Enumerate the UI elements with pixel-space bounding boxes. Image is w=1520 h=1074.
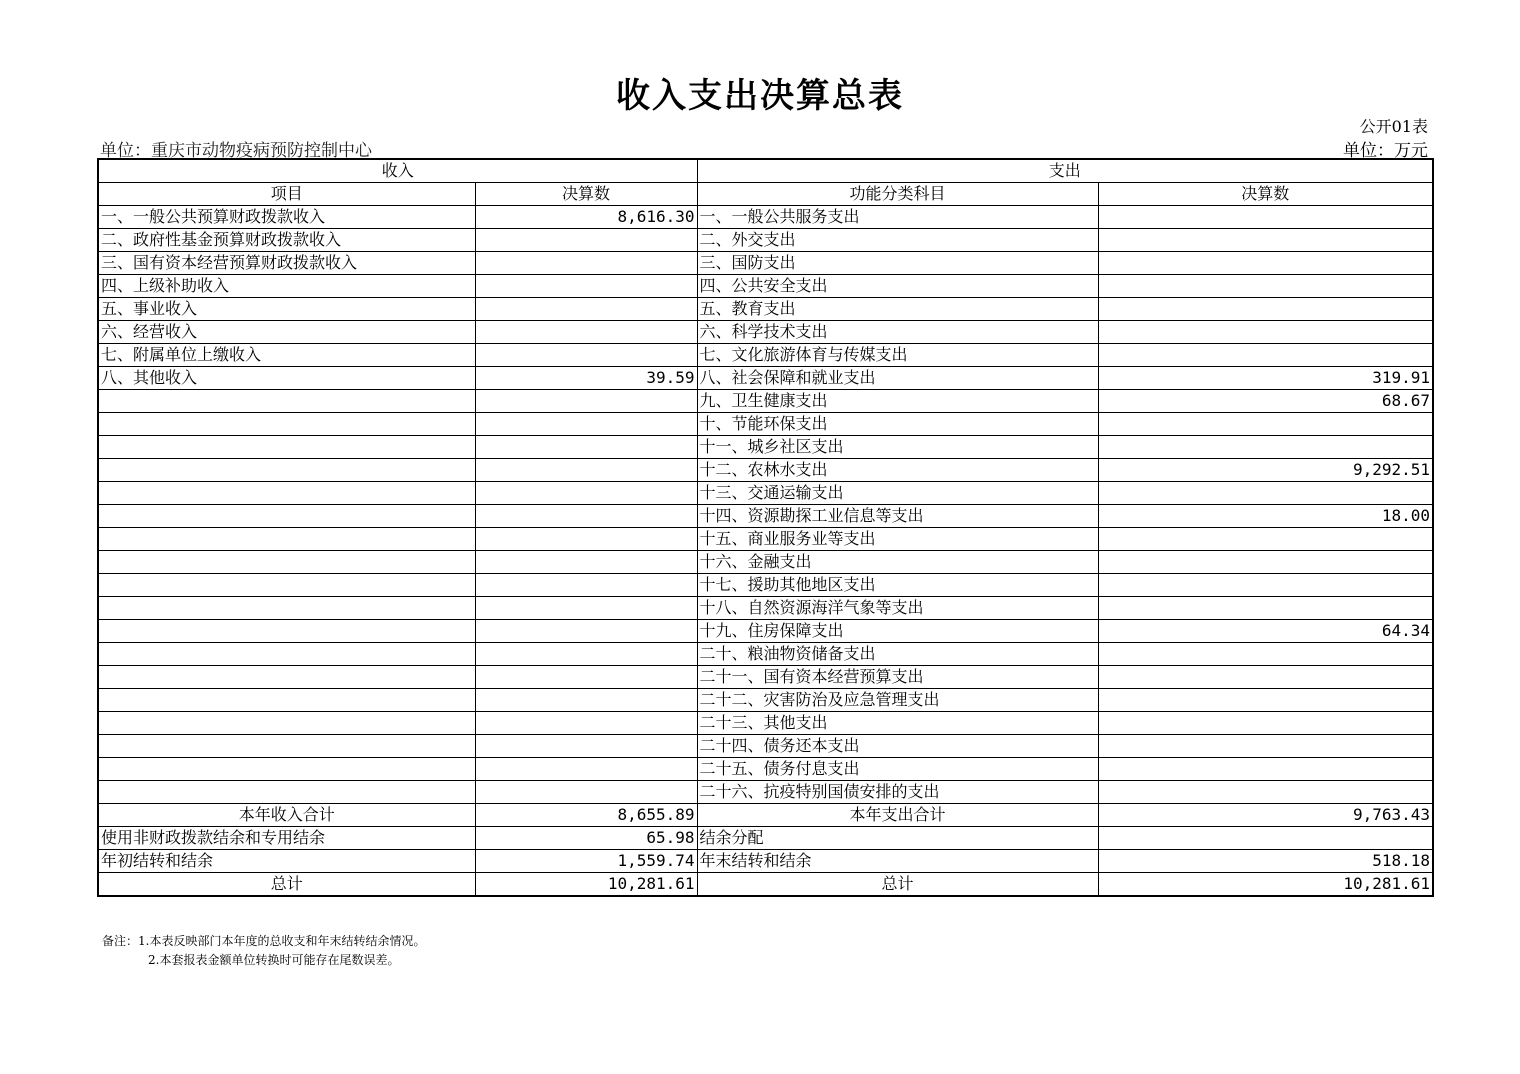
income-item <box>98 758 475 781</box>
income-amount <box>475 758 697 781</box>
income-amount <box>475 620 697 643</box>
income-amount <box>475 321 697 344</box>
table-row <box>98 436 1433 459</box>
income-amount <box>475 482 697 505</box>
table-row <box>98 321 1433 344</box>
table-row <box>98 344 1433 367</box>
table-row <box>98 735 1433 758</box>
expense-amount <box>1098 735 1433 758</box>
table-row <box>98 482 1433 505</box>
table-row <box>98 390 1433 413</box>
expense-amount: 68.67 <box>1098 390 1433 413</box>
income-item <box>98 413 475 436</box>
income-amount <box>475 275 697 298</box>
expense-amount <box>1098 689 1433 712</box>
func-item-header: 功能分类科目 <box>697 183 1098 206</box>
income-item <box>98 551 475 574</box>
income-amount <box>475 689 697 712</box>
expense-amount <box>1098 666 1433 689</box>
table-row <box>98 758 1433 781</box>
expense-amount: 319.91 <box>1098 367 1433 390</box>
income-amount: 8,616.30 <box>475 206 697 229</box>
note-line-2: 2.本套报表金额单位转换时可能存在尾数误差。 <box>148 953 400 967</box>
header-row-columns <box>98 183 1433 206</box>
income-item <box>98 436 475 459</box>
expense-amount <box>1098 252 1433 275</box>
expense-item: 二十三、其他支出 <box>697 712 1098 735</box>
expense-item: 十、节能环保支出 <box>697 413 1098 436</box>
unit-measure: 单位：万元 <box>1343 141 1428 161</box>
income-amount <box>475 413 697 436</box>
table-row <box>98 666 1433 689</box>
table-row <box>98 505 1433 528</box>
table-row <box>98 781 1433 804</box>
expense-item: 三、国防支出 <box>697 252 1098 275</box>
expense-item: 十四、资源勘探工业信息等支出 <box>697 505 1098 528</box>
expense-item: 本年支出合计 <box>697 804 1098 827</box>
expense-amount <box>1098 827 1433 850</box>
income-item: 总计 <box>98 873 475 897</box>
table-row <box>98 528 1433 551</box>
amount2-header: 决算数 <box>1098 183 1433 206</box>
income-item: 使用非财政拨款结余和专用结余 <box>98 827 475 850</box>
income-item: 八、其他收入 <box>98 367 475 390</box>
table-row <box>98 643 1433 666</box>
expense-item: 十二、农林水支出 <box>697 459 1098 482</box>
expense-amount <box>1098 229 1433 252</box>
income-amount: 65.98 <box>475 827 697 850</box>
summary-row <box>98 827 1433 850</box>
expense-item: 五、教育支出 <box>697 298 1098 321</box>
income-amount <box>475 229 697 252</box>
income-amount: 39.59 <box>475 367 697 390</box>
expense-item: 年末结转和结余 <box>697 850 1098 873</box>
table-row <box>98 689 1433 712</box>
expense-item: 二十一、国有资本经营预算支出 <box>697 666 1098 689</box>
income-item <box>98 597 475 620</box>
income-amount <box>475 505 697 528</box>
expense-amount <box>1098 528 1433 551</box>
expense-item: 一、一般公共服务支出 <box>697 206 1098 229</box>
expense-amount <box>1098 206 1433 229</box>
expense-amount <box>1098 712 1433 735</box>
header-row-group <box>98 159 1433 183</box>
income-amount <box>475 528 697 551</box>
income-item <box>98 643 475 666</box>
income-item <box>98 781 475 804</box>
income-amount <box>475 574 697 597</box>
income-item <box>98 620 475 643</box>
income-amount <box>475 459 697 482</box>
table-row <box>98 574 1433 597</box>
income-amount <box>475 390 697 413</box>
income-amount <box>475 643 697 666</box>
table-row <box>98 459 1433 482</box>
expense-item: 八、社会保障和就业支出 <box>697 367 1098 390</box>
expense-item: 九、卫生健康支出 <box>697 390 1098 413</box>
income-item: 一、一般公共预算财政拨款收入 <box>98 206 475 229</box>
expense-amount <box>1098 597 1433 620</box>
expense-amount <box>1098 551 1433 574</box>
notes <box>102 932 425 970</box>
expense-item: 二十、粮油物资储备支出 <box>697 643 1098 666</box>
summary-row <box>98 850 1433 873</box>
item-header: 项目 <box>98 183 475 206</box>
table-row <box>98 367 1433 390</box>
expense-item: 十三、交通运输支出 <box>697 482 1098 505</box>
income-item <box>98 390 475 413</box>
expense-header: 支出 <box>697 159 1433 183</box>
income-item <box>98 574 475 597</box>
form-number: 公开01表 <box>1359 117 1428 136</box>
income-amount <box>475 298 697 321</box>
income-amount <box>475 712 697 735</box>
expense-amount <box>1098 482 1433 505</box>
income-amount: 1,559.74 <box>475 850 697 873</box>
expense-amount: 64.34 <box>1098 620 1433 643</box>
income-amount: 10,281.61 <box>475 873 697 897</box>
expense-item: 十六、金融支出 <box>697 551 1098 574</box>
expense-amount <box>1098 781 1433 804</box>
expense-item: 总计 <box>697 873 1098 897</box>
summary-row <box>98 873 1433 897</box>
table-row <box>98 206 1433 229</box>
page-title: 收入支出决算总表 <box>616 76 904 116</box>
income-item: 四、上级补助收入 <box>98 275 475 298</box>
summary-row <box>98 804 1433 827</box>
expense-amount <box>1098 321 1433 344</box>
income-amount <box>475 436 697 459</box>
budget-table <box>97 158 1434 897</box>
income-item: 五、事业收入 <box>98 298 475 321</box>
income-amount <box>475 344 697 367</box>
expense-item: 六、科学技术支出 <box>697 321 1098 344</box>
income-item: 本年收入合计 <box>98 804 475 827</box>
note-line-1: 备注：1.本表反映部门本年度的总收支和年末结转结余情况。 <box>102 934 426 948</box>
expense-item: 十八、自然资源海洋气象等支出 <box>697 597 1098 620</box>
table-row <box>98 252 1433 275</box>
table-row <box>98 551 1433 574</box>
income-item <box>98 712 475 735</box>
income-item: 六、经营收入 <box>98 321 475 344</box>
income-item: 三、国有资本经营预算财政拨款收入 <box>98 252 475 275</box>
expense-amount <box>1098 758 1433 781</box>
expense-item: 二、外交支出 <box>697 229 1098 252</box>
expense-item: 四、公共安全支出 <box>697 275 1098 298</box>
income-item <box>98 666 475 689</box>
income-item <box>98 505 475 528</box>
expense-amount <box>1098 344 1433 367</box>
expense-amount <box>1098 275 1433 298</box>
expense-amount <box>1098 643 1433 666</box>
income-amount <box>475 666 697 689</box>
expense-item: 十五、商业服务业等支出 <box>697 528 1098 551</box>
expense-item: 十七、援助其他地区支出 <box>697 574 1098 597</box>
expense-item: 二十六、抗疫特别国债安排的支出 <box>697 781 1098 804</box>
expense-amount: 9,763.43 <box>1098 804 1433 827</box>
income-item <box>98 689 475 712</box>
table-row <box>98 275 1433 298</box>
income-amount <box>475 597 697 620</box>
expense-item: 二十四、债务还本支出 <box>697 735 1098 758</box>
income-amount <box>475 252 697 275</box>
income-item: 年初结转和结余 <box>98 850 475 873</box>
expense-amount <box>1098 298 1433 321</box>
expense-item: 结余分配 <box>697 827 1098 850</box>
income-item <box>98 482 475 505</box>
expense-amount <box>1098 413 1433 436</box>
income-item <box>98 735 475 758</box>
income-header: 收入 <box>98 159 697 183</box>
income-item <box>98 459 475 482</box>
expense-amount <box>1098 436 1433 459</box>
expense-item: 十一、城乡社区支出 <box>697 436 1098 459</box>
table-row <box>98 620 1433 643</box>
unit-name: 单位：重庆市动物疫病预防控制中心 <box>100 141 372 161</box>
table-row <box>98 298 1433 321</box>
income-item: 二、政府性基金预算财政拨款收入 <box>98 229 475 252</box>
income-amount <box>475 781 697 804</box>
income-amount <box>475 735 697 758</box>
table-row <box>98 712 1433 735</box>
expense-amount <box>1098 574 1433 597</box>
expense-amount: 518.18 <box>1098 850 1433 873</box>
table-row <box>98 597 1433 620</box>
table-row <box>98 229 1433 252</box>
expense-item: 七、文化旅游体育与传媒支出 <box>697 344 1098 367</box>
expense-amount: 18.00 <box>1098 505 1433 528</box>
expense-item: 二十二、灾害防治及应急管理支出 <box>697 689 1098 712</box>
amount-header: 决算数 <box>475 183 697 206</box>
expense-amount: 10,281.61 <box>1098 873 1433 897</box>
table-row <box>98 413 1433 436</box>
income-item: 七、附属单位上缴收入 <box>98 344 475 367</box>
income-amount: 8,655.89 <box>475 804 697 827</box>
income-item <box>98 528 475 551</box>
income-amount <box>475 551 697 574</box>
expense-item: 二十五、债务付息支出 <box>697 758 1098 781</box>
expense-amount: 9,292.51 <box>1098 459 1433 482</box>
expense-item: 十九、住房保障支出 <box>697 620 1098 643</box>
